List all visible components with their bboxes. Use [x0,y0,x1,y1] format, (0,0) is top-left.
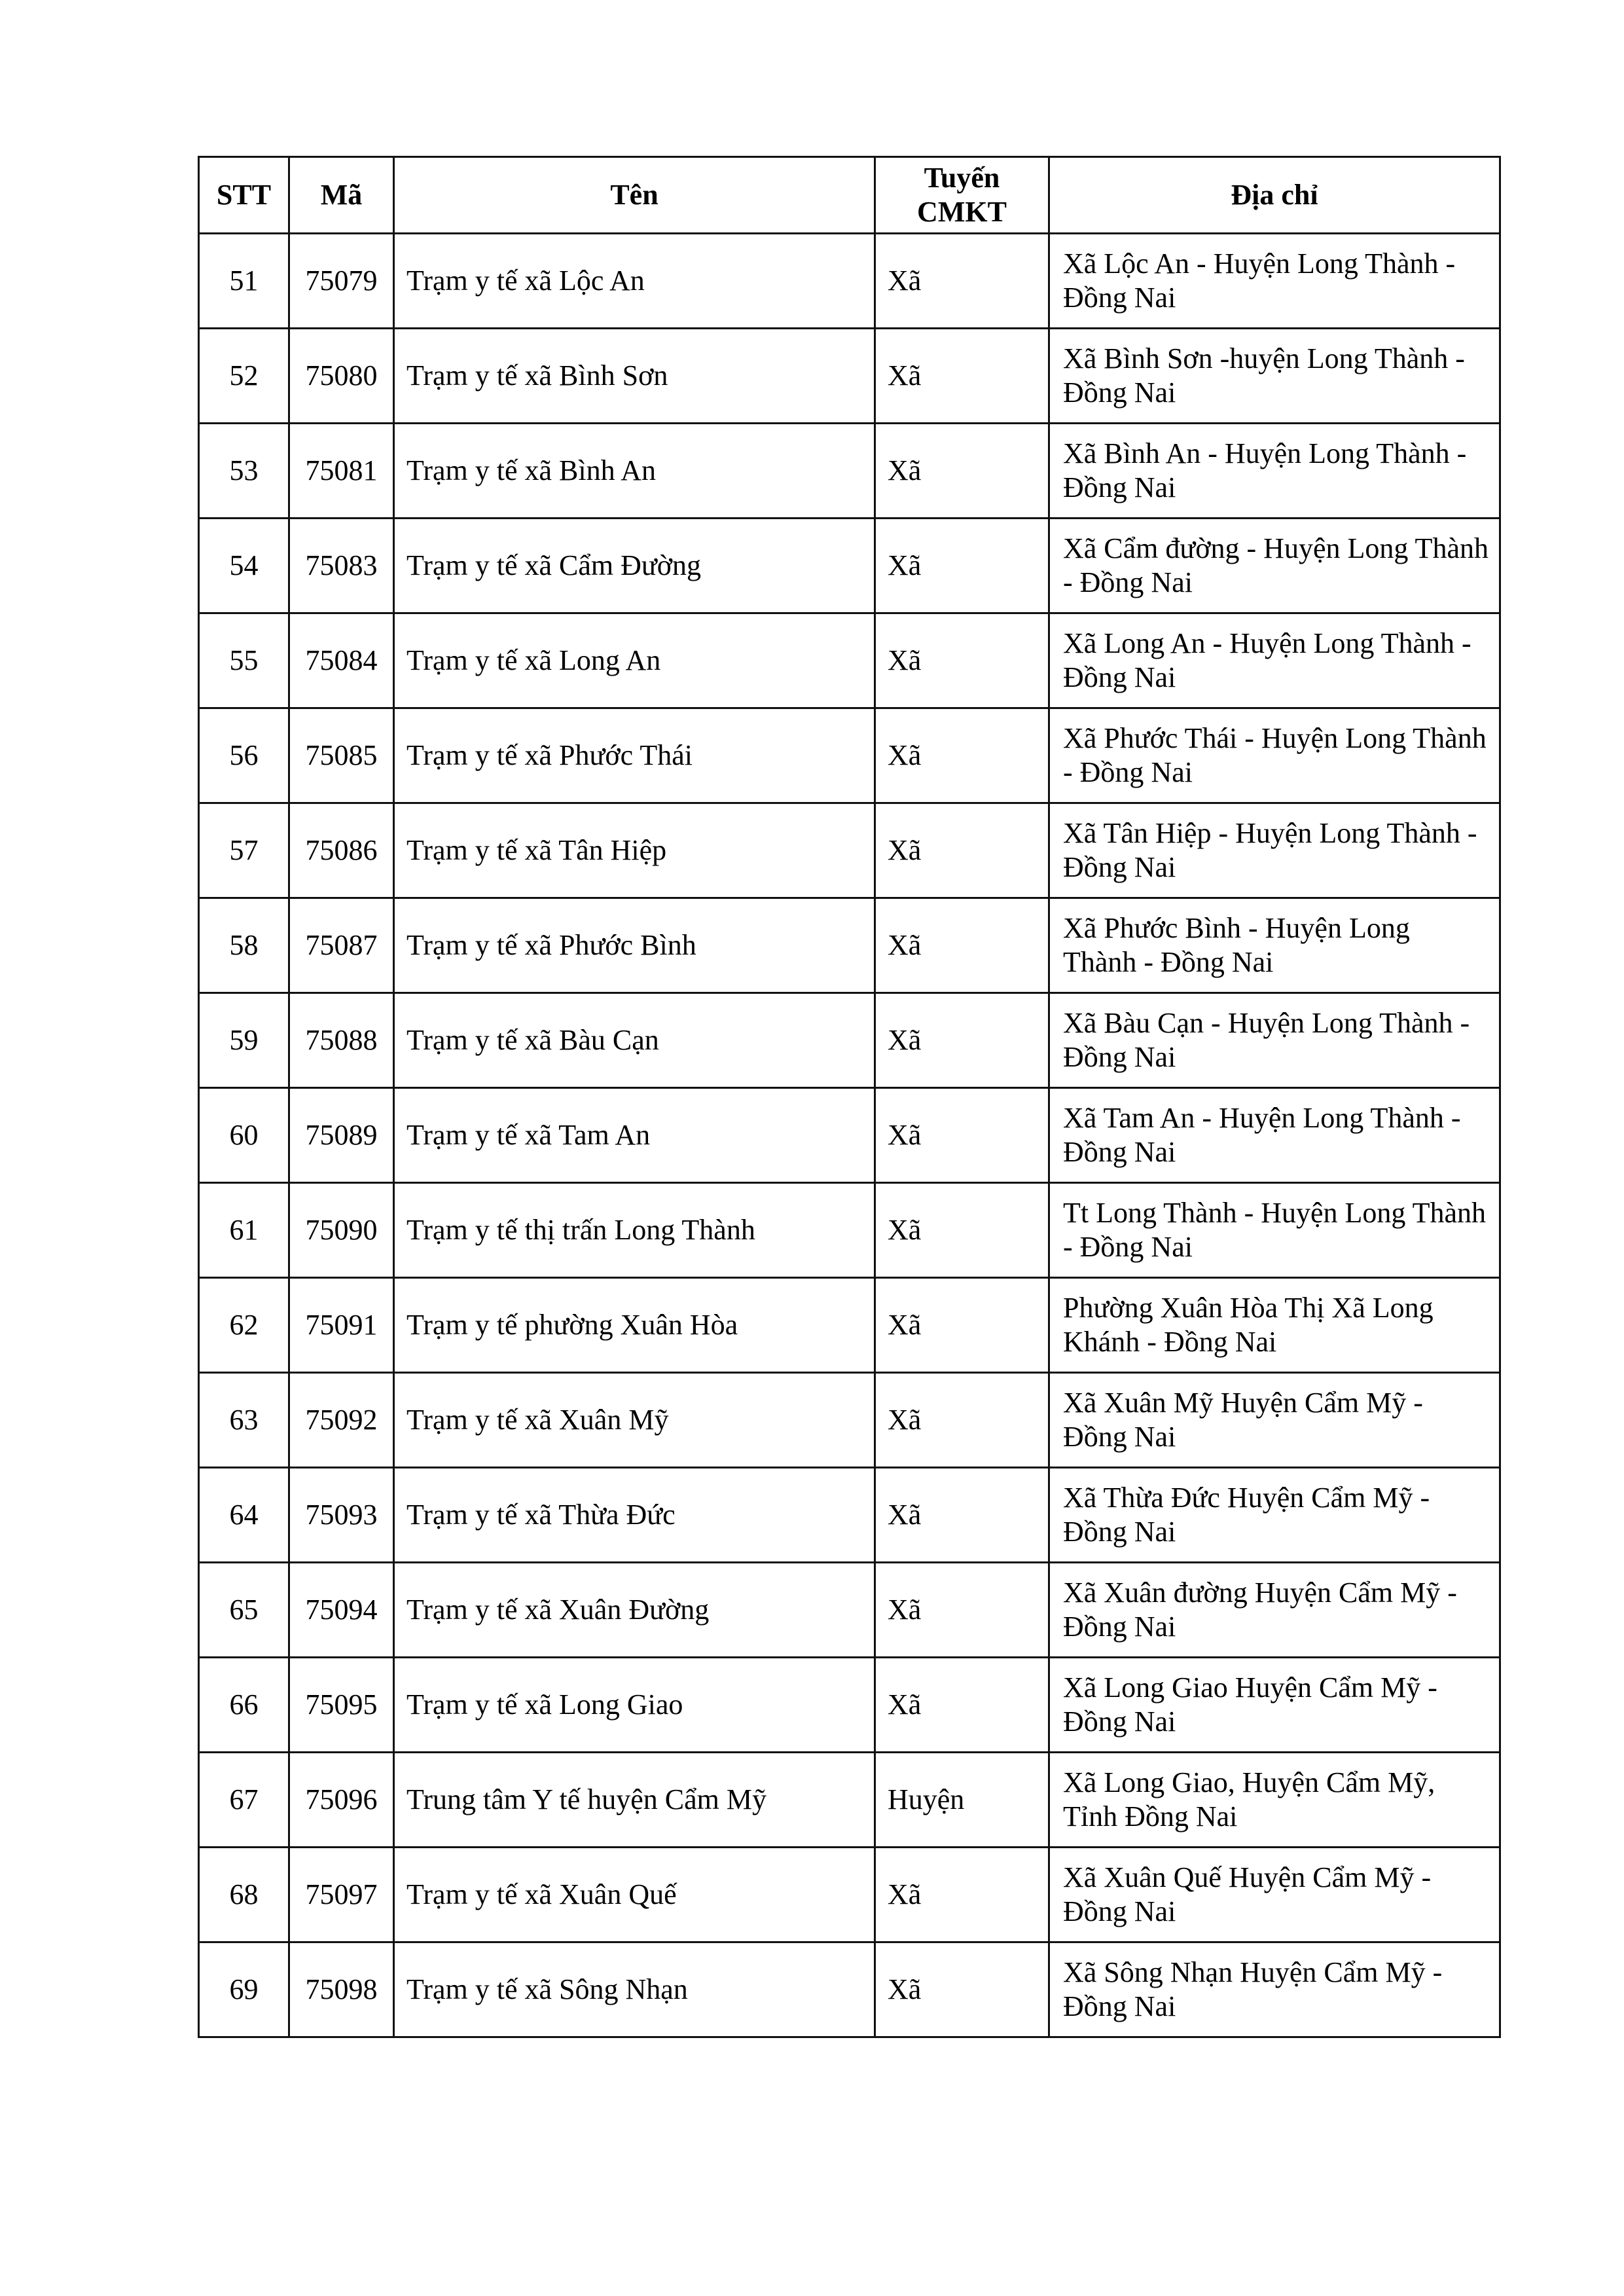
cell-tuyen: Xã [875,1658,1049,1753]
cell-tuyen: Xã [875,993,1049,1088]
cell-stt: 53 [199,424,289,519]
header-ten: Tên [394,157,875,234]
cell-dia-chi: Xã Tam An - Huyện Long Thành - Đồng Nai [1049,1088,1500,1183]
table-body [199,234,1500,2037]
table-row [199,234,1500,329]
cell-tuyen: Xã [875,424,1049,519]
cell-ten: Trạm y tế xã Bình Sơn [394,329,875,424]
header-ma: Mã [289,157,394,234]
cell-tuyen: Xã [875,1278,1049,1373]
cell-ma: 75098 [289,1942,394,2037]
cell-ma: 75081 [289,424,394,519]
cell-ten: Trạm y tế xã Tam An [394,1088,875,1183]
table-row [199,1183,1500,1278]
header-row [199,157,1500,234]
cell-ten: Trạm y tế xã Xuân Mỹ [394,1373,875,1468]
cell-stt: 61 [199,1183,289,1278]
cell-stt: 68 [199,1848,289,1942]
table-row [199,1658,1500,1753]
cell-ten: Trạm y tế xã Tân Hiệp [394,803,875,898]
table-row [199,1942,1500,2037]
table-row [199,1563,1500,1658]
table-row [199,519,1500,613]
table-row [199,803,1500,898]
cell-dia-chi: Tt Long Thành - Huyện Long Thành - Đồng Nai [1049,1183,1500,1278]
cell-ten: Trạm y tế xã Lộc An [394,234,875,329]
cell-ten: Trạm y tế xã Long An [394,613,875,708]
cell-dia-chi: Phường Xuân Hòa Thị Xã Long Khánh - Đồng Nai [1049,1278,1500,1373]
table-row [199,613,1500,708]
cell-ten: Trung tâm Y tế huyện Cẩm Mỹ [394,1753,875,1848]
cell-ma: 75095 [289,1658,394,1753]
table-row [199,708,1500,803]
cell-stt: 69 [199,1942,289,2037]
cell-stt: 59 [199,993,289,1088]
table-row [199,1278,1500,1373]
cell-ma: 75089 [289,1088,394,1183]
cell-stt: 66 [199,1658,289,1753]
header-dia-chi: Địa chỉ [1049,157,1500,234]
table-row [199,1848,1500,1942]
cell-stt: 62 [199,1278,289,1373]
cell-ten: Trạm y tế xã Bình An [394,424,875,519]
table-row [199,1468,1500,1563]
cell-stt: 67 [199,1753,289,1848]
table-row [199,1088,1500,1183]
cell-ma: 75088 [289,993,394,1088]
header-tuyen-text: Tuyến CMKT [917,162,1007,228]
cell-ten: Trạm y tế xã Phước Thái [394,708,875,803]
cell-stt: 65 [199,1563,289,1658]
header-tuyen [875,157,1049,234]
cell-dia-chi: Xã Cẩm đường - Huyện Long Thành - Đồng Nai [1049,519,1500,613]
table-row [199,1753,1500,1848]
cell-ma: 75087 [289,898,394,993]
header-stt: STT [199,157,289,234]
cell-ten: Trạm y tế phường Xuân Hòa [394,1278,875,1373]
cell-tuyen: Xã [875,329,1049,424]
cell-ten: Trạm y tế xã Long Giao [394,1658,875,1753]
cell-ten: Trạm y tế xã Sông Nhạn [394,1942,875,2037]
cell-stt: 60 [199,1088,289,1183]
cell-ma: 75084 [289,613,394,708]
cell-ma: 75092 [289,1373,394,1468]
cell-dia-chi: Xã Long Giao Huyện Cẩm Mỹ - Đồng Nai [1049,1658,1500,1753]
cell-dia-chi: Xã Phước Bình - Huyện Long Thành - Đồng Nai [1049,898,1500,993]
cell-dia-chi: Xã Bình An - Huyện Long Thành - Đồng Nai [1049,424,1500,519]
cell-ma: 75079 [289,234,394,329]
cell-ten: Trạm y tế xã Thừa Đức [394,1468,875,1563]
cell-dia-chi: Xã Thừa Đức Huyện Cẩm Mỹ - Đồng Nai [1049,1468,1500,1563]
cell-tuyen: Xã [875,1088,1049,1183]
cell-tuyen: Huyện [875,1753,1049,1848]
table-row [199,898,1500,993]
cell-tuyen: Xã [875,708,1049,803]
cell-ten: Trạm y tế thị trấn Long Thành [394,1183,875,1278]
cell-dia-chi: Xã Tân Hiệp - Huyện Long Thành - Đồng Nai [1049,803,1500,898]
table-row [199,424,1500,519]
cell-ma: 75093 [289,1468,394,1563]
cell-stt: 57 [199,803,289,898]
cell-ten: Trạm y tế xã Xuân Đường [394,1563,875,1658]
cell-tuyen: Xã [875,234,1049,329]
cell-dia-chi: Xã Sông Nhạn Huyện Cẩm Mỹ - Đồng Nai [1049,1942,1500,2037]
cell-ma: 75091 [289,1278,394,1373]
cell-ma: 75083 [289,519,394,613]
cell-ma: 75085 [289,708,394,803]
cell-tuyen: Xã [875,1942,1049,2037]
cell-dia-chi: Xã Lộc An - Huyện Long Thành - Đồng Nai [1049,234,1500,329]
cell-tuyen: Xã [875,1563,1049,1658]
cell-dia-chi: Xã Xuân Quế Huyện Cẩm Mỹ - Đồng Nai [1049,1848,1500,1942]
table-row [199,329,1500,424]
cell-tuyen: Xã [875,613,1049,708]
facility-table [198,156,1501,2038]
cell-stt: 54 [199,519,289,613]
cell-ten: Trạm y tế xã Cẩm Đường [394,519,875,613]
cell-dia-chi: Xã Long Giao, Huyện Cẩm Mỹ, Tỉnh Đồng Nai [1049,1753,1500,1848]
cell-ma: 75094 [289,1563,394,1658]
cell-dia-chi: Xã Long An - Huyện Long Thành - Đồng Nai [1049,613,1500,708]
cell-dia-chi: Xã Bình Sơn -huyện Long Thành - Đồng Nai [1049,329,1500,424]
cell-ma: 75097 [289,1848,394,1942]
cell-dia-chi: Xã Phước Thái - Huyện Long Thành - Đồng Nai [1049,708,1500,803]
cell-tuyen: Xã [875,1373,1049,1468]
cell-tuyen: Xã [875,898,1049,993]
table-header [199,157,1500,234]
table-row [199,1373,1500,1468]
cell-stt: 63 [199,1373,289,1468]
cell-dia-chi: Xã Bàu Cạn - Huyện Long Thành - Đồng Nai [1049,993,1500,1088]
cell-ma: 75080 [289,329,394,424]
cell-tuyen: Xã [875,1183,1049,1278]
cell-tuyen: Xã [875,519,1049,613]
cell-ma: 75086 [289,803,394,898]
cell-ma: 75090 [289,1183,394,1278]
cell-stt: 55 [199,613,289,708]
cell-tuyen: Xã [875,1468,1049,1563]
cell-tuyen: Xã [875,803,1049,898]
cell-dia-chi: Xã Xuân đường Huyện Cẩm Mỹ - Đồng Nai [1049,1563,1500,1658]
cell-ten: Trạm y tế xã Phước Bình [394,898,875,993]
cell-ten: Trạm y tế xã Xuân Quế [394,1848,875,1942]
cell-stt: 51 [199,234,289,329]
cell-ma: 75096 [289,1753,394,1848]
cell-stt: 56 [199,708,289,803]
cell-stt: 58 [199,898,289,993]
cell-dia-chi: Xã Xuân Mỹ Huyện Cẩm Mỹ - Đồng Nai [1049,1373,1500,1468]
table-row [199,993,1500,1088]
cell-stt: 64 [199,1468,289,1563]
cell-ten: Trạm y tế xã Bàu Cạn [394,993,875,1088]
cell-stt: 52 [199,329,289,424]
cell-tuyen: Xã [875,1848,1049,1942]
